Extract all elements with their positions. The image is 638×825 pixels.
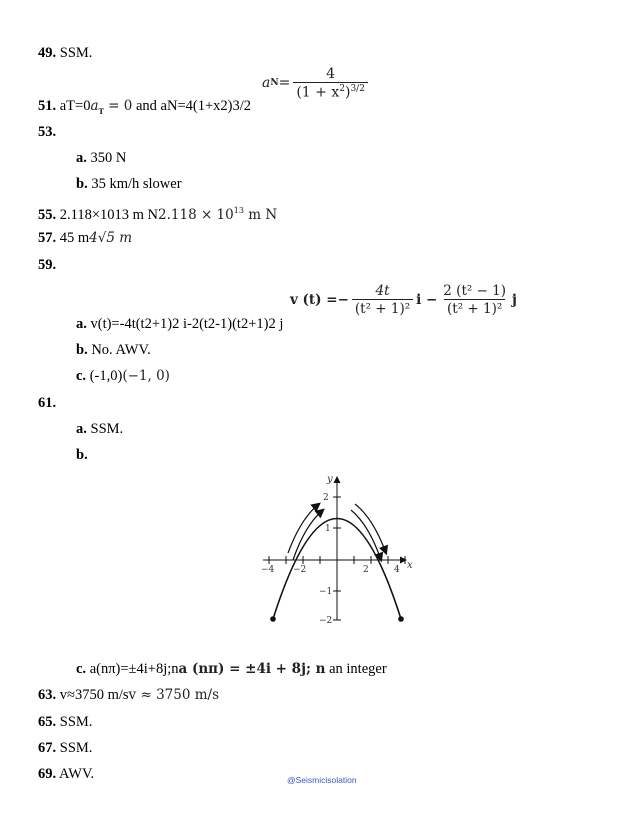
answer-49 — [38, 44, 92, 62]
x-axis-label: x — [407, 560, 413, 571]
answer-59b: b. No. AWV. — [76, 342, 151, 358]
answer-text: aT=0 — [59, 98, 91, 114]
answer-57: 57. 45 m4√5 m — [38, 230, 133, 246]
answer-number: 51. — [38, 98, 57, 114]
answer-61: 61. — [38, 395, 57, 411]
answer-text: SSM. — [59, 45, 93, 61]
answer-61b: b. — [76, 447, 88, 463]
y-tick-label: 2 — [323, 493, 329, 503]
y-axis-label: y — [327, 474, 333, 485]
answer-67: 67. SSM. — [38, 740, 93, 756]
answer-65: 65. SSM. — [38, 714, 93, 730]
direction-arrow — [293, 510, 323, 560]
answer-61a: a. SSM. — [76, 421, 124, 437]
parabola-graph — [255, 470, 425, 635]
x-tick-label: −2 — [293, 565, 307, 575]
answer-number: 53. — [38, 124, 57, 140]
answer-59c: c. (-1,0)(−1, 0) — [76, 368, 170, 384]
direction-arrow — [351, 510, 381, 560]
answer-text-tail: and aN=4(1+x2)3/2 — [132, 98, 252, 114]
answer-63: 63. v≈3750 m/sv ≈ 3750 m/s — [38, 687, 219, 703]
answer-53 — [38, 123, 56, 141]
equation-59-display: v (t) =− $\frac{4t}{\text{(t² + 1)²}}$ i − $\frac{\text{2 (t² − 1)}}{\text{(t² + 1)²}}$ j — [290, 283, 517, 317]
x-tick-label: 2 — [363, 565, 369, 575]
curve-endpoint — [270, 616, 276, 622]
answer-59: 59. — [38, 257, 57, 273]
answer-53a: a. 350 N — [76, 150, 127, 166]
answer-number: 49. — [38, 45, 57, 61]
y-tick-label: −1 — [319, 587, 333, 597]
answer-53b: b. 35 km/h slower — [76, 176, 182, 192]
x-tick-label: 4 — [394, 565, 400, 575]
y-tick-label: 1 — [325, 524, 331, 534]
watermark: @Seismicisolation — [287, 775, 357, 785]
answer-61c: c. a(nπ)=±4i+8j;na (nπ) = ±4i + 8j; n an integer — [76, 661, 387, 677]
answer-55: 55. 2.118×1013 m $N2.118 \times 10^{13}$ m N — [38, 206, 278, 223]
curve-endpoint — [398, 616, 404, 622]
x-tick-label: −4 — [261, 565, 275, 575]
equation-51-display: a N = $\frac{4}{(1 + x^2)^{3/2}}$ — [262, 66, 371, 101]
answer-51: 51. $aT=0a_T = 0$ and aN=4(1+x2)3/2 — [38, 98, 252, 116]
answer-69: 69. AWV. — [38, 766, 95, 782]
y-tick-label: −2 — [319, 616, 333, 626]
answer-59a: a. v(t)=-4t(t2+1)2 i-2(t2-1)(t2+1)2 j — [76, 316, 284, 332]
